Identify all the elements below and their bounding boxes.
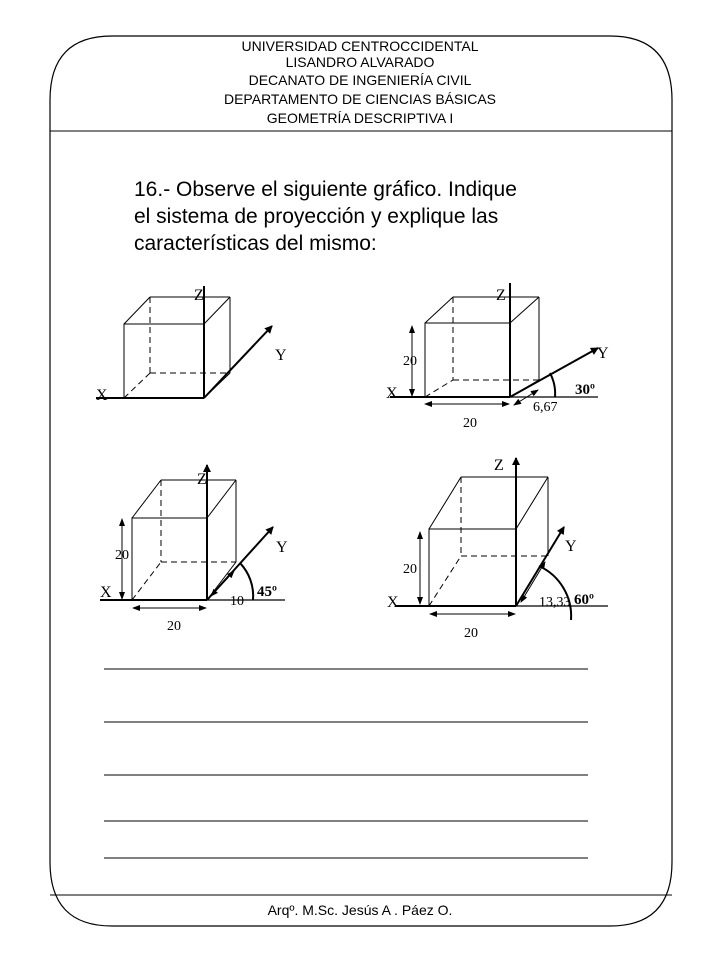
fig2-height-dim: 20 [403,354,417,369]
fig4-depth-dim: 13,33 [539,595,571,610]
fig3-z-label: Z [197,471,207,488]
header-deanery: DECANATO DE INGENIERÍA CIVIL [248,72,472,88]
question-line-1: 16.- Observe el siguiente gráfico. Indique [134,178,517,201]
fig4-z-label: Z [494,457,504,474]
fig2-z-label: Z [496,287,506,304]
figure-2-cube [390,283,598,405]
fig1-x-label: X [96,387,108,404]
fig1-y-label: Y [275,347,287,364]
question-line-3: características del mismo: [134,232,377,255]
figure-1-cube [96,286,272,398]
fig4-width-dim: 20 [464,626,478,641]
header-university-name: LISANDRO ALVARADO [285,54,435,70]
fig4-y-label: Y [565,538,577,555]
fig3-depth-dim: 10 [230,594,244,609]
header-university: UNIVERSIDAD CENTROCCIDENTAL [241,38,479,54]
fig1-z-label: Z [194,287,204,304]
fig3-angle-label: 45º [257,584,277,600]
fig4-height-dim: 20 [403,562,417,577]
answer-lines [104,669,588,858]
footer-author: Arqº. M.Sc. Jesús A . Páez O. [267,902,453,918]
header-department: DEPARTAMENTO DE CIENCIAS BÁSICAS [223,91,497,107]
fig4-angle-label: 60º [574,592,594,608]
fig2-width-dim: 20 [463,416,477,431]
fig4-x-label: X [387,594,399,611]
fig2-angle-label: 30º [575,382,595,398]
fig3-y-label: Y [276,539,288,556]
fig3-width-dim: 20 [167,619,181,634]
fig3-height-dim: 20 [115,548,129,563]
fig2-depth-dim: 6,67 [533,400,558,415]
fig2-y-label: Y [597,345,609,362]
header-course: GEOMETRÍA DESCRIPTIVA I [266,110,454,126]
fig3-x-label: X [100,584,112,601]
question-line-2: el sistema de proyección y explique las [134,205,499,228]
fig2-x-label: X [386,385,398,402]
